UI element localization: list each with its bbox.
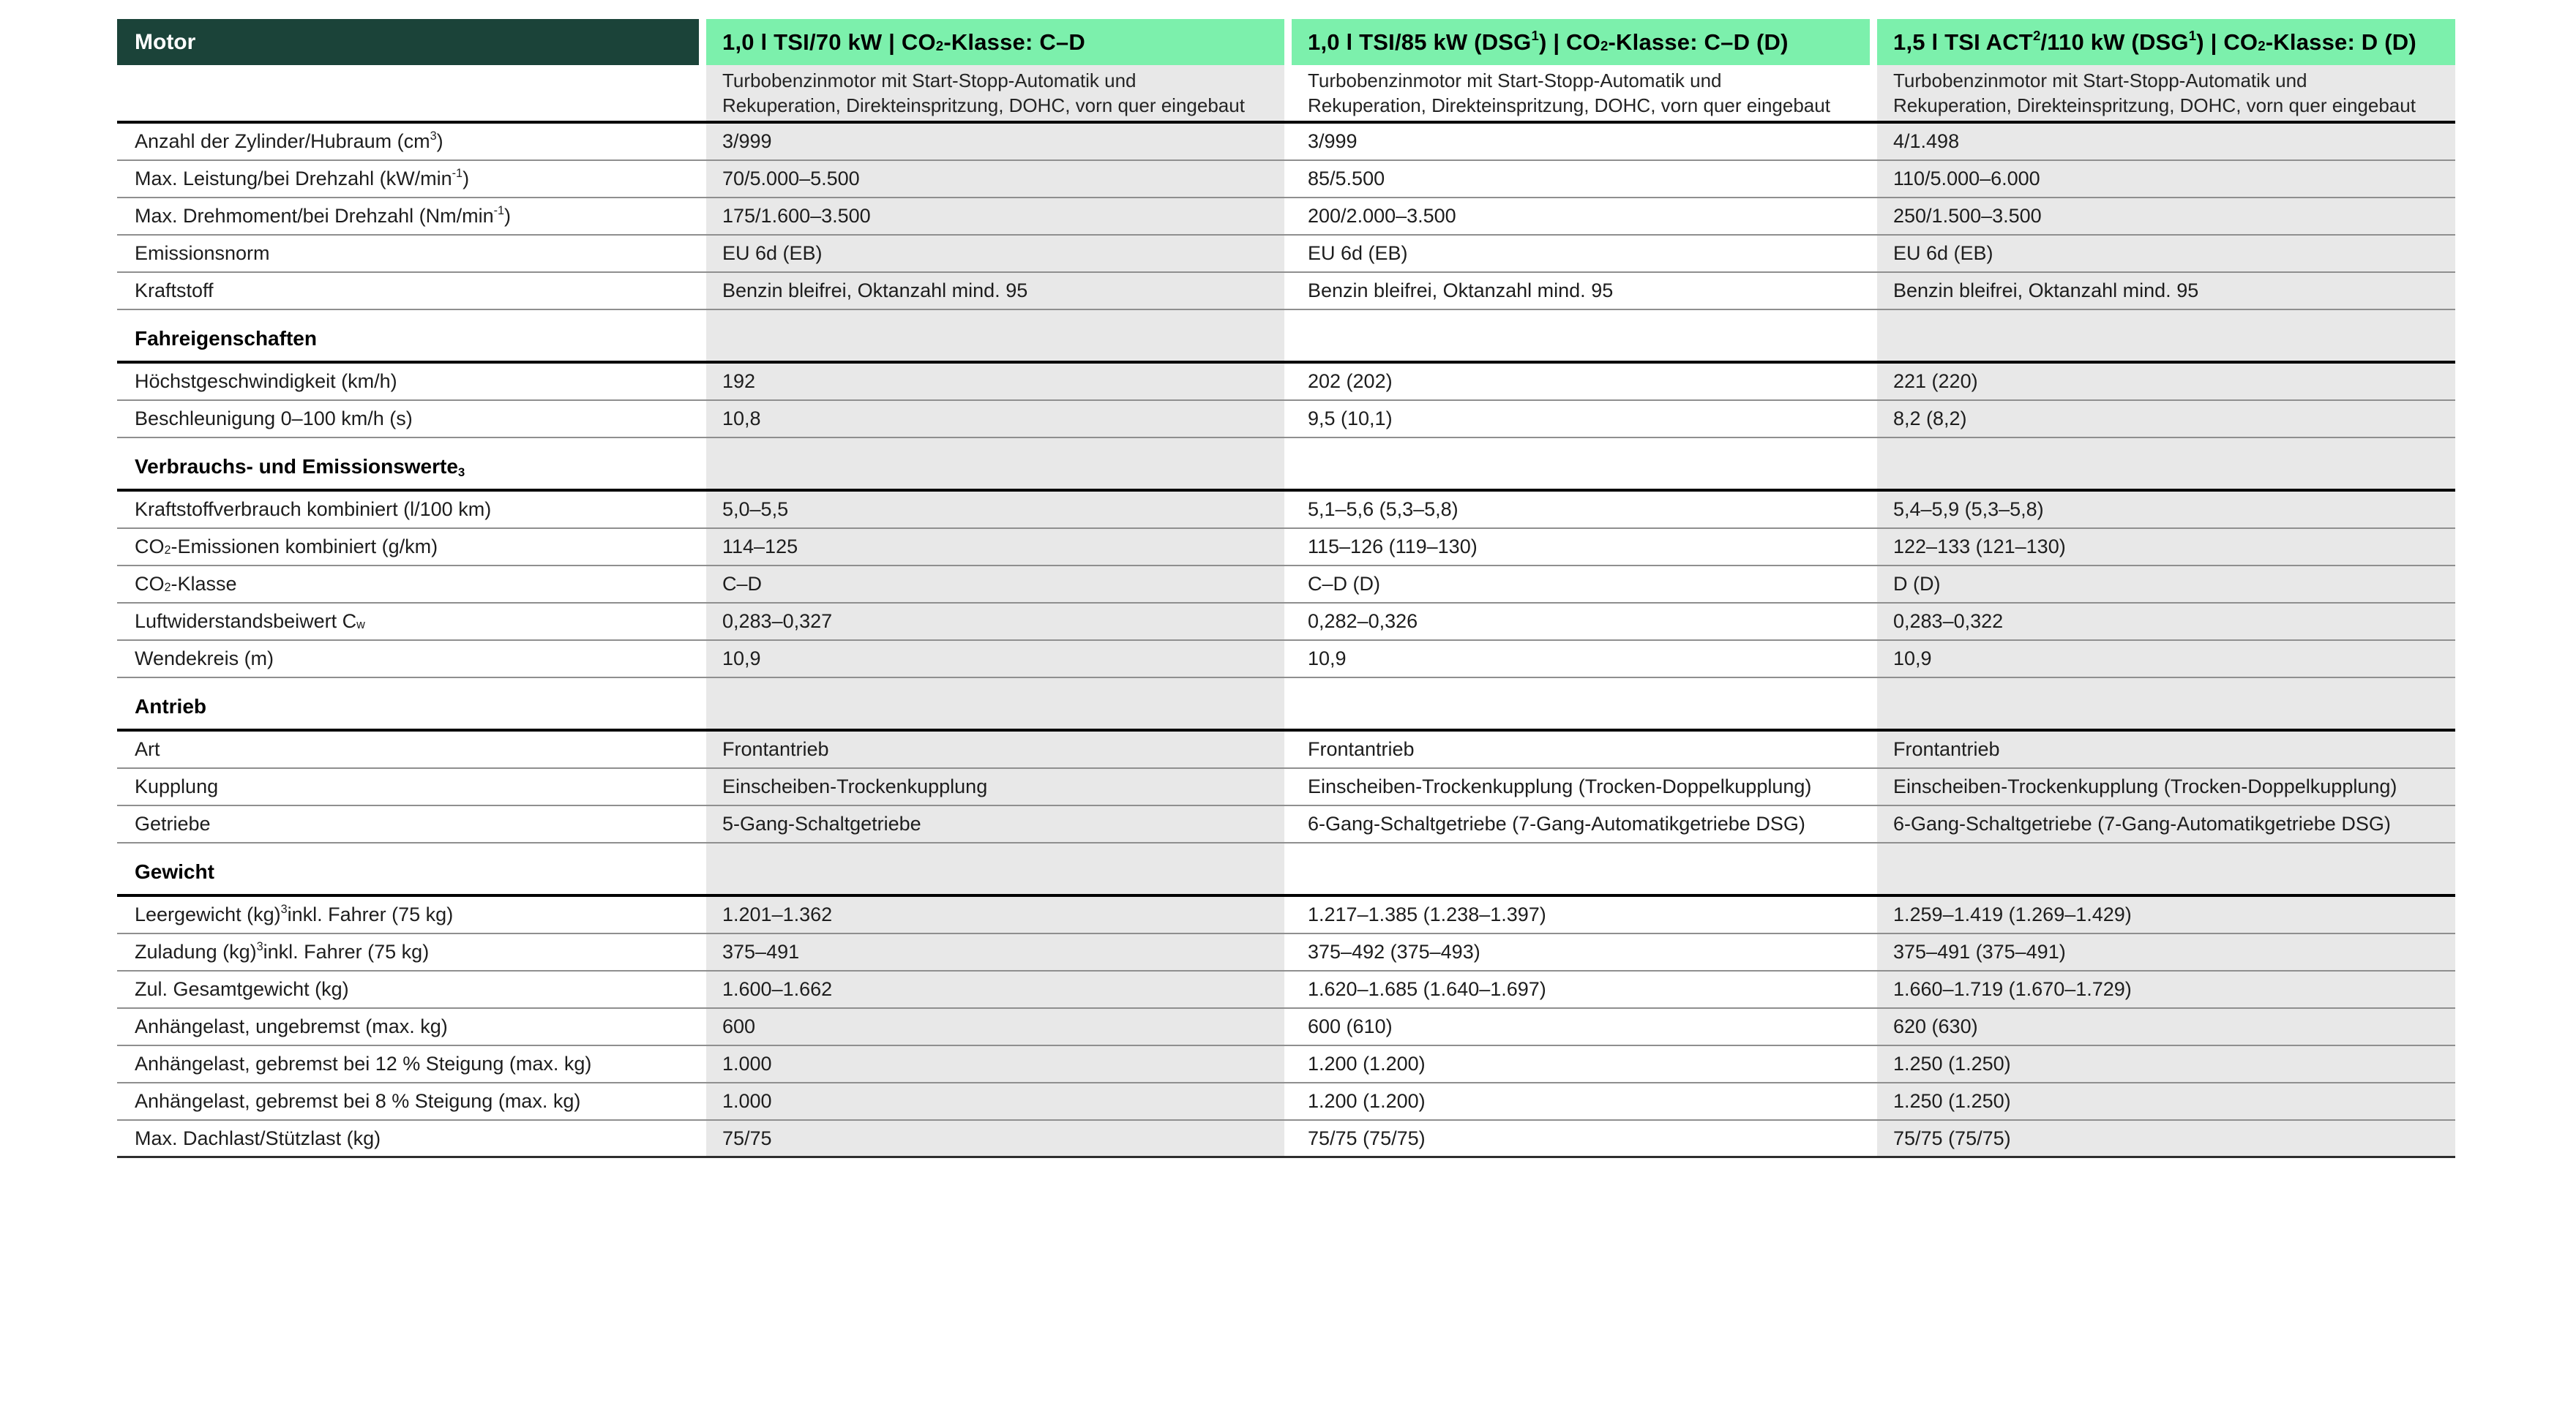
spec-value-cell: EU 6d (EB) <box>706 236 1284 271</box>
spec-row-label: Höchstgeschwindigkeit (km/h) <box>117 364 699 399</box>
spec-row <box>117 972 2455 1009</box>
spec-value-cell: 1.600–1.662 <box>706 972 1284 1007</box>
spec-row-label: CO $_2$ -Klasse <box>117 566 699 602</box>
spec-row <box>117 273 2455 310</box>
spec-row <box>117 641 2455 678</box>
spec-value-cell: 1.200 (1.200) <box>1308 1090 1426 1112</box>
section-value-spacer <box>1292 310 1870 361</box>
spec-value-cell: 375–491 <box>706 934 1284 970</box>
section-value-spacer <box>706 438 1284 489</box>
spec-row-label: Max. Dachlast/Stützlast (kg) <box>117 1121 699 1156</box>
spec-row <box>117 604 2455 641</box>
spec-row-label: Max. Drehmoment/bei Drehzahl (Nm/min $^{-1}$ ) <box>117 198 699 234</box>
spec-value-cell: 114–125 <box>706 529 1284 565</box>
section-value-spacer <box>1877 678 2455 729</box>
spec-row <box>117 1009 2455 1046</box>
spec-row <box>117 364 2455 401</box>
spec-row-label: CO $_2$ -Emissionen kombiniert (g/km) <box>117 529 699 565</box>
engine-description-cell: Turbobenzinmotor mit Start-Stopp-Automatik und Rekuperation, Direkteinspritzung, DOHC, vorn quer eingebaut <box>706 65 1284 121</box>
spec-row-label: Zuladung (kg) $^3$ inkl. Fahrer (75 kg) <box>117 934 699 970</box>
spec-value-cell: 1.200 (1.200) <box>1308 1053 1426 1075</box>
spec-value-cell: Benzin bleifrei, Oktanzahl mind. 95 <box>706 273 1284 309</box>
spec-value-cell: 75/75 (75/75) <box>1308 1127 1426 1149</box>
engine-description-cell: Turbobenzinmotor mit Start-Stopp-Automatik und Rekuperation, Direkteinspritzung, DOHC, vorn quer eingebaut <box>1308 69 1830 116</box>
spec-value-cell: 175/1.600–3.500 <box>706 198 1284 234</box>
spec-value-cell: 70/5.000–5.500 <box>706 161 1284 197</box>
section-heading: Gewicht <box>117 843 699 894</box>
section-value-spacer <box>1877 438 2455 489</box>
engine-column-header: 1,0 l TSI/70 kW | CO $_2$ -Klasse: C–D <box>706 19 1284 65</box>
spec-row <box>117 198 2455 236</box>
engine-description-cell: Turbobenzinmotor mit Start-Stopp-Automatik und Rekuperation, Direkteinspritzung, DOHC, vorn quer eingebaut <box>1877 65 2455 121</box>
spec-value-cell: 6-Gang-Schaltgetriebe (7-Gang-Automatikgetriebe DSG) <box>1308 813 1805 835</box>
spec-row-label: Kupplung <box>117 769 699 805</box>
motor-corner-header: Motor <box>117 19 699 65</box>
spec-row <box>117 732 2455 769</box>
spec-value-cell: Frontantrieb <box>706 732 1284 767</box>
spec-value-cell: Frontantrieb <box>1877 732 2455 767</box>
spec-row-label: Emissionsnorm <box>117 236 699 271</box>
spec-row-label: Kraftstoffverbrauch kombiniert (l/100 km) <box>117 492 699 527</box>
spec-value-cell: 0,283–0,322 <box>1877 604 2455 639</box>
spec-value-cell: 10,9 <box>706 641 1284 677</box>
section-value-spacer <box>1292 438 1870 489</box>
spec-value-cell: 202 (202) <box>1308 370 1393 392</box>
spec-row-label: Max. Leistung/bei Drehzahl (kW/min $^{-1}$ ) <box>117 161 699 197</box>
spec-value-cell: 1.259–1.419 (1.269–1.429) <box>1877 897 2455 933</box>
spec-row-label: Anhängelast, gebremst bei 12 % Steigung (max. kg) <box>117 1046 699 1082</box>
spec-value-cell: 3/999 <box>1308 130 1358 152</box>
spec-value-cell: C–D (D) <box>1308 573 1380 595</box>
spec-value-cell: 5,0–5,5 <box>706 492 1284 527</box>
spec-row <box>117 806 2455 843</box>
spec-row <box>117 401 2455 438</box>
engine-column-header: 1,0 l TSI/85 kW (DSG $^1$ ) | CO $_2$ -Klasse: C–D (D) <box>1292 19 1870 65</box>
section-heading: Verbrauchs- und Emissionswerte $^3$ <box>117 438 699 489</box>
spec-row-label: Kraftstoff <box>117 273 699 309</box>
spec-row <box>117 566 2455 604</box>
section-value-spacer <box>706 310 1284 361</box>
engine-spec-table <box>117 19 2455 1158</box>
spec-value-cell: Frontantrieb <box>1308 738 1415 760</box>
spec-value-cell: 115–126 (119–130) <box>1308 536 1478 557</box>
spec-value-cell: 375–491 (375–491) <box>1877 934 2455 970</box>
spec-value-cell: 1.201–1.362 <box>706 897 1284 933</box>
spec-row <box>117 769 2455 806</box>
spec-value-cell: 5,1–5,6 (5,3–5,8) <box>1308 498 1459 520</box>
spec-value-cell: Benzin bleifrei, Oktanzahl mind. 95 <box>1877 273 2455 309</box>
spec-value-cell: 122–133 (121–130) <box>1877 529 2455 565</box>
section-heading-row <box>117 678 2455 732</box>
spec-value-cell: 375–492 (375–493) <box>1308 941 1480 963</box>
section-heading: Fahreigenschaften <box>117 310 699 361</box>
spec-row <box>117 1046 2455 1083</box>
spec-value-cell: 75/75 <box>706 1121 1284 1156</box>
spec-value-cell: 1.250 (1.250) <box>1877 1083 2455 1119</box>
spec-row-label: Getriebe <box>117 806 699 842</box>
engine-description-row <box>117 65 2455 124</box>
spec-value-cell: Benzin bleifrei, Oktanzahl mind. 95 <box>1308 279 1614 301</box>
section-value-spacer <box>1877 310 2455 361</box>
spec-value-cell: 6-Gang-Schaltgetriebe (7-Gang-Automatikgetriebe DSG) <box>1877 806 2455 842</box>
table-body <box>117 124 2455 1158</box>
spec-row <box>117 1083 2455 1121</box>
table-header-row <box>117 19 2455 65</box>
spec-value-cell: 5-Gang-Schaltgetriebe <box>706 806 1284 842</box>
spec-row <box>117 934 2455 972</box>
spec-value-cell: 1.660–1.719 (1.670–1.729) <box>1877 972 2455 1007</box>
spec-value-cell: Einscheiben-Trockenkupplung (Trocken-Doppelkupplung) <box>1877 769 2455 805</box>
section-heading-row <box>117 310 2455 364</box>
spec-value-cell: 1.217–1.385 (1.238–1.397) <box>1308 903 1546 925</box>
spec-value-cell: 1.000 <box>706 1083 1284 1119</box>
spec-value-cell: 0,283–0,327 <box>706 604 1284 639</box>
section-value-spacer <box>1292 843 1870 894</box>
engine-column-header: 1,5 l TSI ACT $^2$ /110 kW (DSG $^1$ ) | CO $_2$ -Klasse: D (D) <box>1877 19 2455 65</box>
spec-value-cell: 0,282–0,326 <box>1308 610 1418 632</box>
spec-row <box>117 161 2455 198</box>
spec-value-cell: 1.620–1.685 (1.640–1.697) <box>1308 978 1546 1000</box>
spec-row <box>117 236 2455 273</box>
spec-value-cell: 250/1.500–3.500 <box>1877 198 2455 234</box>
spec-row-label: Anzahl der Zylinder/Hubraum (cm $^3$ ) <box>117 124 699 159</box>
spec-value-cell: 192 <box>706 364 1284 399</box>
spec-row <box>117 1121 2455 1158</box>
spec-value-cell: EU 6d (EB) <box>1308 242 1408 264</box>
spec-value-cell: 5,4–5,9 (5,3–5,8) <box>1877 492 2455 527</box>
spec-row <box>117 492 2455 529</box>
spec-value-cell: Einscheiben-Trockenkupplung (Trocken-Doppelkupplung) <box>1308 775 1812 797</box>
spec-value-cell: 3/999 <box>706 124 1284 159</box>
spec-value-cell: Einscheiben-Trockenkupplung <box>706 769 1284 805</box>
spec-row-label: Wendekreis (m) <box>117 641 699 677</box>
section-heading: Antrieb <box>117 678 699 729</box>
spec-value-cell: EU 6d (EB) <box>1877 236 2455 271</box>
spec-value-cell: 600 <box>706 1009 1284 1045</box>
spec-row <box>117 529 2455 566</box>
spec-value-cell: 1.000 <box>706 1046 1284 1082</box>
section-value-spacer <box>1877 843 2455 894</box>
spec-row-label: Leergewicht (kg) $^3$ inkl. Fahrer (75 kg) <box>117 897 699 933</box>
spec-value-cell: 10,9 <box>1877 641 2455 677</box>
spec-value-cell: 620 (630) <box>1877 1009 2455 1045</box>
spec-row <box>117 897 2455 934</box>
spec-row-label: Anhängelast, ungebremst (max. kg) <box>117 1009 699 1045</box>
spec-row-label: Zul. Gesamtgewicht (kg) <box>117 972 699 1007</box>
spec-value-cell: 10,9 <box>1308 647 1347 669</box>
spec-row <box>117 124 2455 161</box>
spec-value-cell: C–D <box>706 566 1284 602</box>
spec-value-cell: D (D) <box>1877 566 2455 602</box>
section-heading-row <box>117 843 2455 897</box>
spec-value-cell: 221 (220) <box>1877 364 2455 399</box>
spec-value-cell: 4/1.498 <box>1877 124 2455 159</box>
section-value-spacer <box>706 843 1284 894</box>
spec-row-label: Luftwiderstandsbeiwert C $_w$ <box>117 604 699 639</box>
description-row-spacer <box>117 65 699 121</box>
section-value-spacer <box>1292 678 1870 729</box>
spec-row-label: Art <box>117 732 699 767</box>
spec-value-cell: 85/5.500 <box>1308 168 1385 189</box>
spec-row-label: Beschleunigung 0–100 km/h (s) <box>117 401 699 437</box>
spec-value-cell: 600 (610) <box>1308 1015 1393 1037</box>
spec-value-cell: 1.250 (1.250) <box>1877 1046 2455 1082</box>
spec-value-cell: 9,5 (10,1) <box>1308 407 1393 429</box>
spec-value-cell: 75/75 (75/75) <box>1877 1121 2455 1156</box>
section-heading-row <box>117 438 2455 492</box>
spec-value-cell: 10,8 <box>706 401 1284 437</box>
spec-value-cell: 110/5.000–6.000 <box>1877 161 2455 197</box>
spec-value-cell: 8,2 (8,2) <box>1877 401 2455 437</box>
spec-value-cell: 200/2.000–3.500 <box>1308 205 1456 227</box>
section-value-spacer <box>706 678 1284 729</box>
spec-row-label: Anhängelast, gebremst bei 8 % Steigung (max. kg) <box>117 1083 699 1119</box>
